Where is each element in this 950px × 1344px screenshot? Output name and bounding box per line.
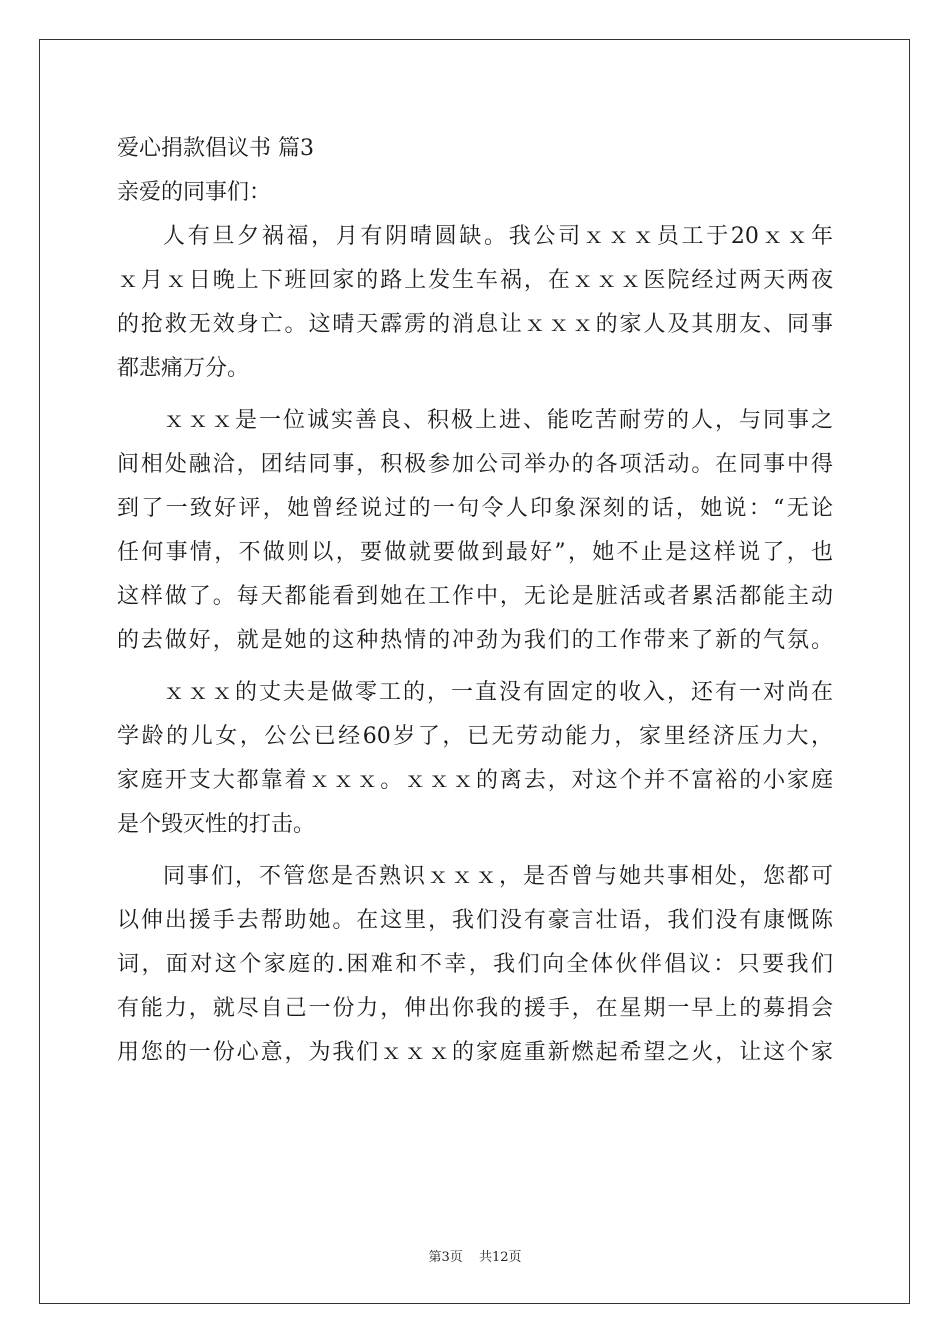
paragraph-line: 的去做好，就是她的这种热情的冲劲为我们的工作带来了新的气氛。 bbox=[117, 628, 833, 653]
document-body bbox=[117, 127, 833, 1075]
paragraph-3 bbox=[117, 671, 833, 847]
paragraph-line: 间相处融洽，团结同事，积极参加公司举办的各项活动。在同事中得 bbox=[117, 452, 833, 477]
paragraph-line: ｘｘｘ是一位诚实善良、积极上进、能吃苦耐劳的人，与同事之 bbox=[163, 408, 833, 433]
paragraph-2 bbox=[117, 399, 833, 663]
paragraph-1 bbox=[117, 215, 833, 391]
page-number-current: 第3页 bbox=[428, 1250, 463, 1265]
paragraph-line: 都悲痛万分。 bbox=[117, 356, 250, 381]
paragraph-line: 人有旦夕祸福，月有阴晴圆缺。我公司ｘｘｘ员工于20ｘｘ年 bbox=[163, 224, 833, 249]
paragraph-line: 家庭开支大都靠着ｘｘｘ。ｘｘｘ的离去，对这个并不富裕的小家庭 bbox=[117, 768, 833, 793]
paragraph-line: 用您的一份心意，为我们ｘｘｘ的家庭重新燃起希望之火，让这个家 bbox=[117, 1040, 833, 1065]
paragraph-4 bbox=[117, 855, 833, 1075]
paragraph-line: 同事们，不管您是否熟识ｘｘｘ，是否曾与她共事相处，您都可 bbox=[163, 864, 833, 889]
paragraph-line: 任何事情，不做则以，要做就要做到最好”，她不止是这样说了，也 bbox=[117, 540, 833, 565]
paragraph-line: 是个毁灭性的打击。 bbox=[117, 812, 316, 837]
paragraph-line: 这样做了。每天都能看到她在工作中，无论是脏活或者累活都能主动 bbox=[117, 584, 833, 609]
paragraph-line: 学龄的儿女，公公已经60岁了，已无劳动能力，家里经济压力大， bbox=[117, 724, 833, 749]
paragraph-line: ｘ月ｘ日晚上下班回家的路上发生车祸，在ｘｘｘ医院经过两天两夜 bbox=[117, 268, 833, 293]
paragraph-line: 有能力，就尽自己一份力，伸出你我的援手，在星期一早上的募捐会 bbox=[117, 996, 833, 1021]
salutation: 亲爱的同事们： bbox=[117, 180, 272, 205]
paragraph-line: 到了一致好评，她曾经说过的一句令人印象深刻的话，她说：“无论 bbox=[117, 496, 833, 521]
paragraph-line: ｘｘｘ的丈夫是做零工的，一直没有固定的收入，还有一对尚在 bbox=[163, 680, 833, 705]
paragraph-line: 以伸出援手去帮助她。在这里，我们没有豪言壮语，我们没有康慨陈 bbox=[117, 908, 833, 933]
paragraph-line: 词，面对这个家庭的.困难和不幸，我们向全体伙伴倡议：只要我们 bbox=[117, 952, 833, 977]
paragraph-line: 的抢救无效身亡。这晴天霹雳的消息让ｘｘｘ的家人及其朋友、同事 bbox=[117, 312, 833, 337]
document-title: 爱心捐款倡议书 篇3 bbox=[117, 136, 314, 161]
page-number-total: 共12页 bbox=[478, 1250, 522, 1265]
page-footer bbox=[0, 1248, 950, 1268]
